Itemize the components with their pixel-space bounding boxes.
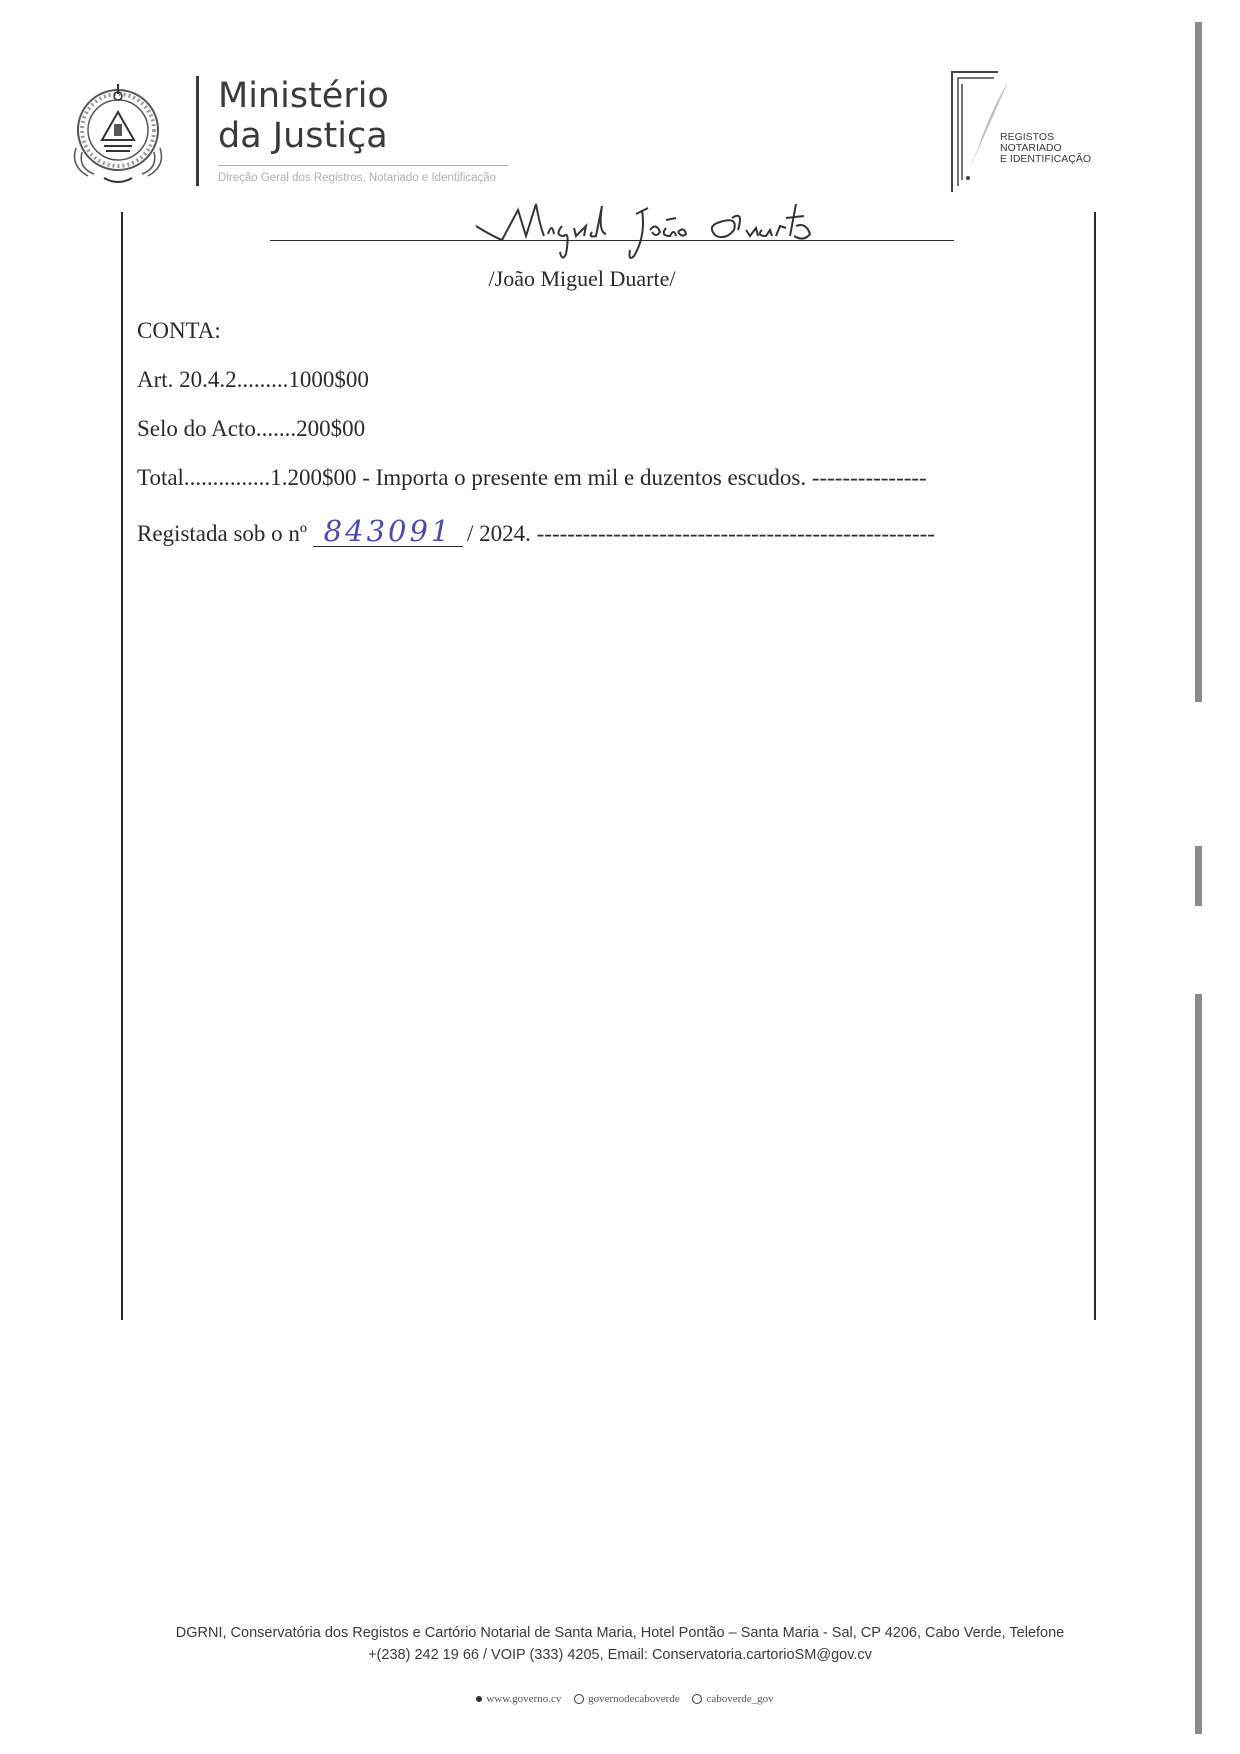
total-value: 1.200$00: [270, 465, 357, 490]
registration-prefix: Registada sob o nº: [137, 521, 308, 546]
article-fee-line: [137, 367, 369, 393]
ministry-divider: [196, 76, 199, 186]
stamp-fee-value: 200$00: [296, 416, 366, 441]
directorate-name: Direção Geral dos Registros, Notariado e Identificação: [218, 172, 497, 184]
handwritten-signature: [470, 196, 830, 266]
stamp-fee-label: Selo do Acto.......: [137, 416, 297, 441]
registration-suffix: / 2024. ----------------------------------------------------: [467, 521, 935, 546]
registration-line: [137, 516, 935, 547]
registration-number: 843091: [323, 514, 453, 548]
rni-logo-icon: [948, 68, 1008, 192]
footer-line-2: +(238) 242 19 66 / VOIP (333) 4205, Email: Conservatoria.cartorioSM@gov.cv: [368, 1647, 872, 1663]
account-heading: CONTA:: [137, 318, 221, 343]
instagram-icon: [692, 1694, 702, 1704]
ministry-title-line1: Ministério: [218, 76, 389, 116]
coat-of-arms-emblem: [66, 78, 170, 190]
scan-edge-bar: [1195, 846, 1202, 906]
stamp-fee-line: [137, 416, 365, 442]
frame-left-border: [121, 212, 123, 1320]
rni-line-1: REGISTOS: [1000, 131, 1055, 143]
globe-icon: [476, 1696, 482, 1702]
instagram-link[interactable]: caboverde_gov: [706, 1693, 774, 1705]
total-line: [137, 465, 927, 491]
ministry-title: [218, 76, 389, 156]
rni-logo-text: [1000, 132, 1091, 165]
footer-address: [140, 1622, 1100, 1666]
scan-edge-bar: [1195, 22, 1202, 702]
article-fee-value: 1000$00: [288, 367, 369, 392]
rni-line-3: E IDENTIFICAÇÃO: [1000, 153, 1092, 165]
total-label: Total...............: [137, 465, 271, 490]
footer-web-links: [0, 1693, 1240, 1705]
signature-line: [270, 240, 954, 241]
article-fee-label: Art. 20.4.2.........: [137, 367, 289, 392]
ministry-underline: [218, 165, 508, 166]
facebook-link[interactable]: governodecaboverde: [588, 1693, 680, 1705]
facebook-icon: [574, 1694, 584, 1704]
registration-number-field: [313, 516, 463, 547]
rni-line-2: NOTARIADO: [1000, 142, 1062, 154]
frame-right-border: [1094, 212, 1096, 1320]
signer-name-text: /João Miguel Duarte/: [488, 266, 676, 291]
total-in-words: - Importa o presente em mil e duzentos escudos. ---------------: [356, 465, 927, 490]
scan-edge-bar: [1195, 994, 1202, 1734]
footer-line-1: DGRNI, Conservatória dos Registos e Cartório Notarial de Santa Maria, Hotel Pontão – Santa Maria - Sal, CP 4206, Cabo Verde, Telefone: [175, 1625, 1065, 1641]
website-link[interactable]: www.governo.cv: [486, 1693, 562, 1705]
ministry-title-line2: da Justiça: [218, 116, 388, 156]
signer-name: [0, 266, 1240, 292]
